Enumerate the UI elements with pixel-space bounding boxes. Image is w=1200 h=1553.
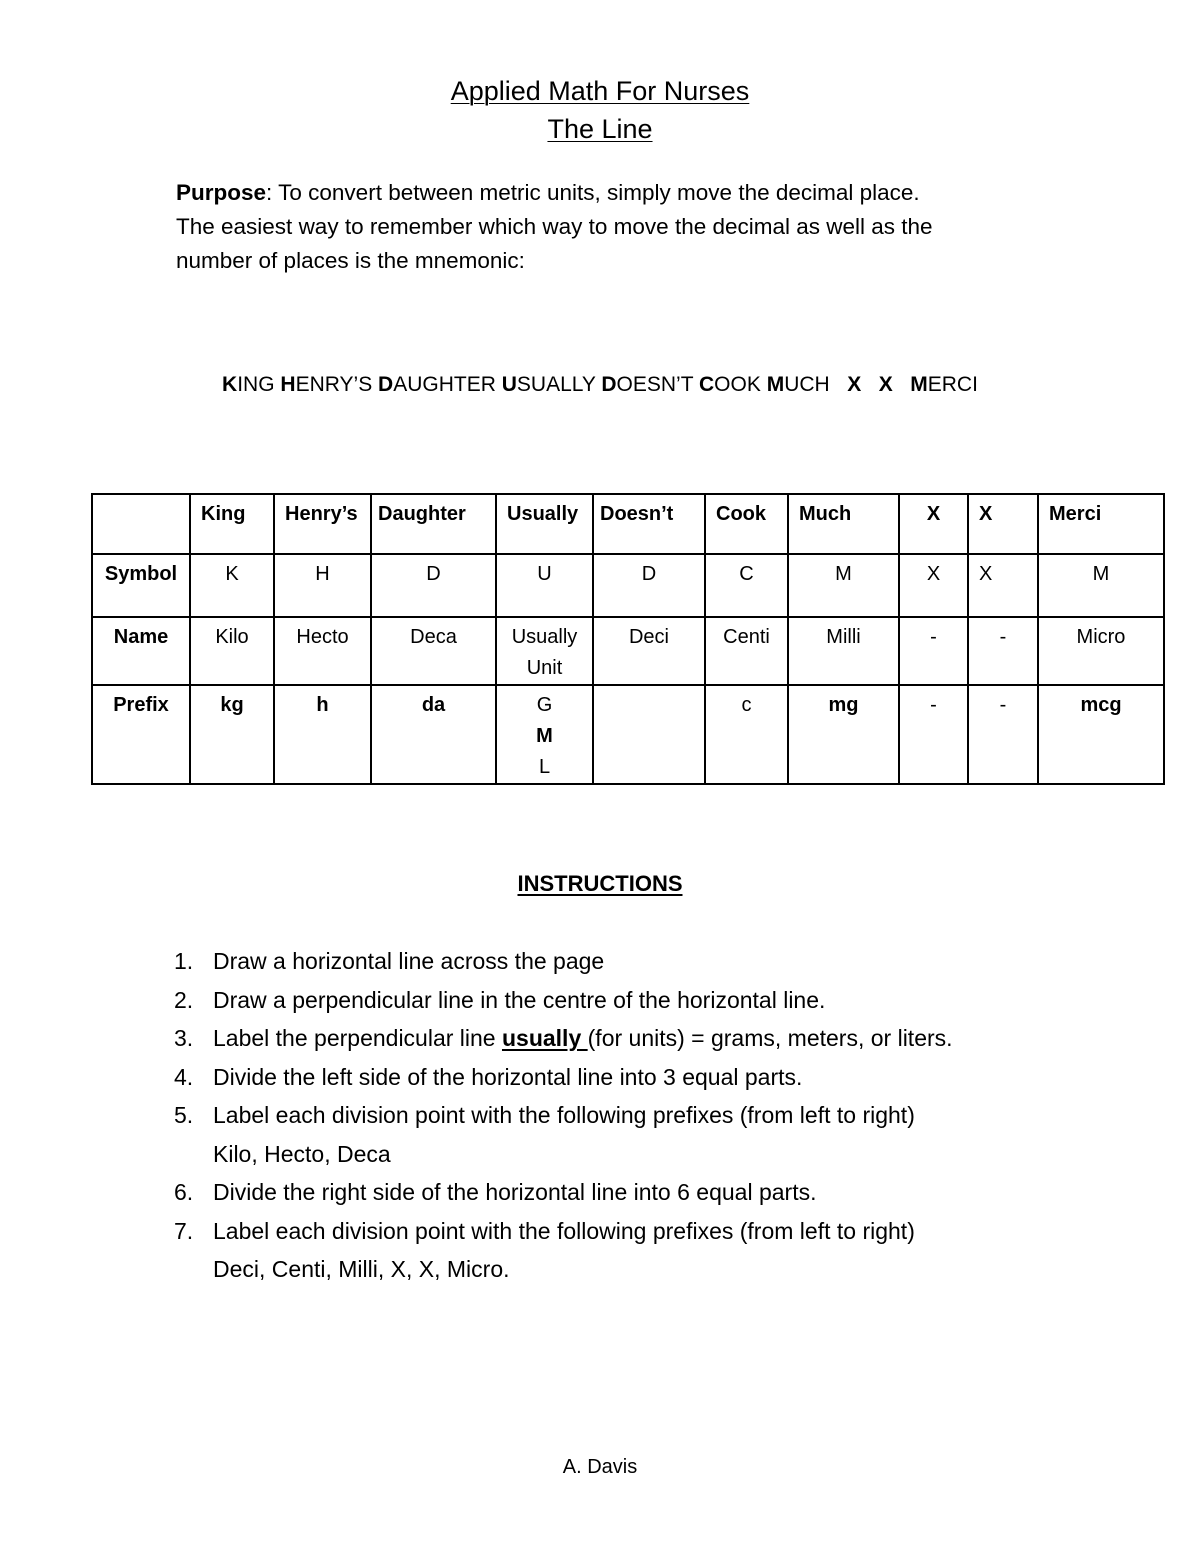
table-header-cell: King [190,494,274,554]
table-header-cell: Usually [496,494,593,554]
purpose-paragraph [176,176,1056,278]
table-header-cell: Merci [1038,494,1164,554]
table-row-label: Prefix [92,685,190,784]
table-header-cell: Cook [705,494,788,554]
instructions-list [174,942,1074,1289]
purpose-line-1: Purpose: To convert between metric units, simply move the decimal place. [176,180,920,205]
table-cell: - [899,617,968,685]
instructions-heading: INSTRUCTIONS [517,871,683,896]
table-row-label: Name [92,617,190,685]
table-cell: Deca [371,617,496,685]
table-cell: Hecto [274,617,371,685]
list-item: 2. Draw a perpendicular line in the centre of the horizontal line. [174,986,826,1013]
table-cell: Kilo [190,617,274,685]
table-corner-cell [92,494,190,554]
table-cell: kg [190,685,274,784]
purpose-label: Purpose [176,180,267,205]
table-header-cell: Much [788,494,899,554]
table-cell: M [788,554,899,617]
table-cell: C [705,554,788,617]
table-cell: Milli [788,617,899,685]
table-cell: X [899,554,968,617]
table-header-cell: Doesn’t [593,494,705,554]
author-footer: A. Davis [562,1456,638,1478]
table-cell: c [705,685,788,784]
emphasis-usually: usually [501,1025,588,1051]
table-cell: M [1038,554,1164,617]
list-item: 3. Label the perpendicular line usually (for units) = grams, meters, or liters. [174,1025,953,1051]
table-cell [593,685,705,784]
table-header-cell: X [968,494,1038,554]
table-header-row [92,494,1164,554]
table-cell: H [274,554,371,617]
table-row-name [92,617,1164,685]
list-item: 4. Divide the left side of the horizontal line into 3 equal parts. [174,1063,803,1090]
table-cell-usually-prefix: G M L [496,685,593,784]
table-cell: D [593,554,705,617]
table-header-cell: Henry’s [274,494,371,554]
table-row-label: Symbol [92,554,190,617]
table-header-cell: X [899,494,968,554]
mnemonic-phrase: KING HENRY’S DAUGHTER USUALLY DOESN’T COOK MUCH X X MERCI [222,373,978,396]
table-cell: mcg [1038,685,1164,784]
table-row-prefix [92,685,1164,784]
table-cell: Centi [705,617,788,685]
table-cell: Micro [1038,617,1164,685]
table-cell-usually-unit: Usually Unit [496,617,593,685]
document-title: Applied Math For Nurses [450,76,750,106]
table-cell: mg [788,685,899,784]
table-cell: - [968,685,1038,784]
metric-prefix-table [91,493,1165,785]
list-item: 1. Draw a horizontal line across the page [174,948,605,974]
table-cell: - [968,617,1038,685]
table-cell: D [371,554,496,617]
table-cell: da [371,685,496,784]
table-cell: U [496,554,593,617]
table-cell: Deci [593,617,705,685]
table-cell: - [899,685,968,784]
table-cell: X [968,554,1038,617]
list-item: 5. Label each division point with the following prefixes (from left to right) Kilo, Hecto, Deca [174,1102,915,1167]
table-cell: h [274,685,371,784]
table-row-symbol [92,554,1164,617]
table-header-cell: Daughter [371,494,496,554]
purpose-line-3: number of places is the mnemonic: [176,248,525,273]
document-subtitle: The Line [547,114,653,144]
purpose-line-2: The easiest way to remember which way to move the decimal as well as the [176,214,933,239]
list-item: 6. Divide the right side of the horizontal line into 6 equal parts. [174,1179,817,1205]
table-cell: K [190,554,274,617]
list-item: 7. Label each division point with the following prefixes (from left to right) Deci, Centi, Milli, X, X, Micro. [174,1217,915,1282]
